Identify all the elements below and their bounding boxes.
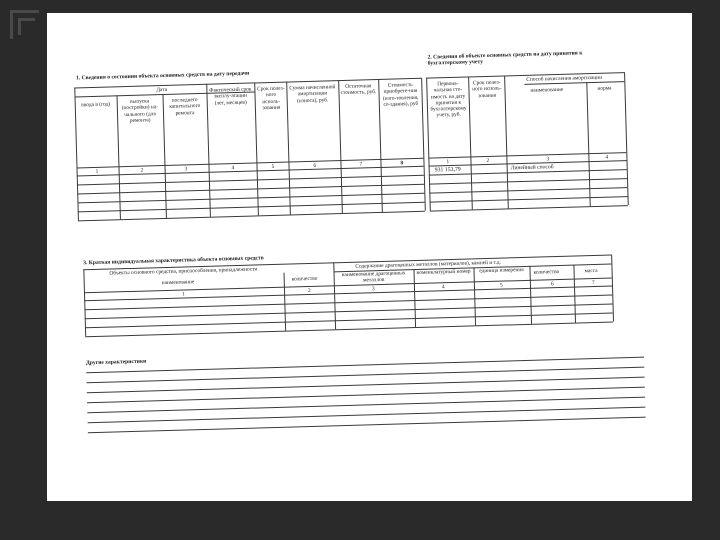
table3-header-mass: масса (584, 267, 598, 275)
table1-colnum-2: 2 (140, 167, 144, 174)
table3-vline-3 (413, 269, 416, 327)
table1-vline-8 (421, 78, 426, 211)
section1-title: 1. Сведения о состоянии объекта основных средств на дату передачи (75, 70, 250, 82)
table3-line-row1 (84, 286, 612, 302)
table1-line-row3 (77, 184, 424, 195)
table2-colnum-3: 3 (546, 156, 550, 163)
table3-vline-5 (529, 266, 532, 324)
table3-line-row3 (85, 304, 613, 320)
table2-line-row4 (429, 187, 627, 194)
corner-decoration (10, 10, 39, 39)
table3-header-precious: Содержание драгоценных металлов (материалов), камней и т.д. (355, 259, 502, 270)
table3-colnum-2: 2 (307, 287, 311, 295)
table1-header-useful-life: Срок полез-ного исполь-зования (257, 85, 285, 112)
table2-colnum-4: 4 (605, 154, 609, 161)
table1-vline-6 (338, 80, 343, 213)
table3-vline-0 (83, 269, 86, 336)
table3-colnum-3: 3 (371, 286, 375, 293)
table1-line-bottom (78, 211, 425, 222)
table1-line-row5 (78, 202, 425, 213)
table3-header-quantity: количество (291, 275, 318, 283)
table3-vline-6 (573, 265, 576, 323)
table2-vline-2 (504, 75, 509, 208)
table1-header-commission: ввода в (год) (81, 101, 111, 109)
table3-line-bottom (85, 322, 613, 338)
table3-header-objects: Объекты основного средства, приспособления, принадлежности (109, 266, 258, 277)
section3-title: 3. Краткая индивидуальная характеристика объекта основных средств (83, 255, 264, 267)
table3-vline-4 (473, 267, 476, 325)
table2-header-name: наименование (530, 86, 564, 94)
table3-vline-7 (611, 255, 614, 322)
table2-colnum-2: 2 (486, 157, 490, 164)
table3-line-row2 (84, 295, 612, 311)
table3-header-item-number: номенклатурный номер (416, 268, 471, 276)
table3-colnum-5: 5 (499, 282, 503, 289)
table3-colnum-4: 4 (441, 284, 445, 291)
table1-header-last-repair: последнего капитального ремонта (169, 97, 201, 117)
table1-colnum-7: 7 (359, 161, 363, 168)
table2-line-row5 (430, 196, 628, 203)
table3-header-unit: единица измерения (479, 267, 524, 275)
table2-line-row3 (429, 178, 627, 185)
table1-colnum-6: 6 (313, 162, 317, 169)
table3-header-qty2: количество (533, 269, 560, 276)
table2-value-method: Линейный способ (510, 164, 554, 172)
table2-header-useful-life: Срок полез-ного исполь-зования (472, 79, 502, 99)
table1-header-issue: выпуска (постройки) на-чального (для ремонта) (121, 98, 159, 124)
table1-header-depreciation: Сумма начисленной амортизации (износа), руб. (289, 84, 336, 104)
table3-line-row4 (85, 313, 613, 329)
table1-colnum-4: 4 (231, 165, 235, 172)
table3-header-metal-name: наименование драгоценных металлов (341, 270, 406, 284)
table1-header-actual-term: Фактический срок эксплу-атации (лет, месяцев) (209, 86, 252, 107)
table2-line-bottom (430, 205, 628, 212)
table2-header-rate: норма (597, 85, 612, 92)
table1-header-residual: Остаточная стоимость, руб. (340, 83, 377, 97)
table2-value-cost: 931 153,79 (434, 166, 461, 174)
table2-header-initial-cost: Первона-чальная сто-имость на дату принятия к бухгалтерскому учету, руб. (430, 80, 467, 119)
table1-colnum-8: 8 (400, 160, 404, 167)
table1-header-acquisition: Стоимость приобрете-ния (изго-товления, со-здания), руб (382, 82, 419, 108)
table1-colnum-3: 3 (184, 166, 188, 173)
table3-vline-1 (284, 273, 287, 331)
table1-line-row1 (77, 163, 424, 177)
table2-header-method: Способ начисления амортизации (526, 74, 603, 83)
table1-line-row2 (77, 175, 424, 186)
other-characteristics-label: Другие характеристики (85, 358, 147, 367)
scanned-form (55, 25, 692, 463)
table1-header-date: Дата (156, 86, 168, 94)
table1-colnum-1: 1 (95, 168, 99, 175)
table3-header-name: наименование (161, 279, 195, 287)
table2-line-nums (428, 152, 626, 159)
table1-line-row4 (77, 193, 424, 204)
table3-colnum-6: 6 (550, 281, 554, 288)
other-line-1 (86, 357, 644, 374)
document-page (47, 13, 692, 501)
table1-colnum-5: 5 (271, 163, 275, 171)
table3-colnum-7: 7 (591, 280, 595, 287)
table2-vline-4 (624, 72, 629, 205)
section2-title: 2. Сведения об объекте основных средств на дату принятия к бухгалтерскому учету (427, 50, 583, 67)
table2-colnum-1: 1 (446, 159, 450, 166)
table3-colnum-1: 1 (181, 291, 185, 298)
